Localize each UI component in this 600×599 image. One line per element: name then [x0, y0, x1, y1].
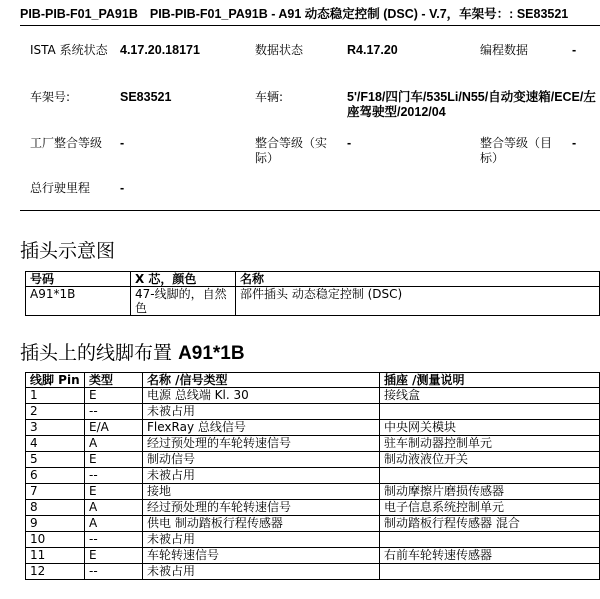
cell: 11	[26, 548, 85, 564]
cell: 5	[26, 452, 85, 468]
cell: 供电 制动踏板行程传感器	[143, 516, 380, 532]
cell: 4	[26, 436, 85, 452]
cell: 制动踏板行程传感器 混合	[380, 516, 600, 532]
vehicle-value: 5'/F18/四门车/535Li/N55/自动变速箱/ECE/左座驾驶型/2012/04	[347, 90, 596, 119]
cell	[380, 564, 600, 580]
col-number: 号码	[26, 272, 131, 287]
col-pin: 线脚 Pin	[26, 373, 85, 388]
table-row	[26, 500, 600, 516]
cell: FlexRay 总线信号	[143, 420, 380, 436]
info-divider	[20, 210, 600, 211]
cell: E	[85, 484, 143, 500]
cell: 3	[26, 420, 85, 436]
table-row	[26, 484, 600, 500]
cell: 10	[26, 532, 85, 548]
cell: 接线盒	[380, 388, 600, 404]
cell: 未被占用	[143, 532, 380, 548]
cell: A	[85, 516, 143, 532]
cell: 车轮转速信号	[143, 548, 380, 564]
cell: --	[85, 468, 143, 484]
cell: 47-线脚的，自然色	[131, 287, 236, 316]
pin-heading-code: A91*1B	[178, 343, 245, 364]
factory-level-value: -	[120, 136, 125, 150]
connector-heading: 插头示意图	[20, 240, 116, 262]
cell: 6	[26, 468, 85, 484]
cell: 部件插头 动态稳定控制 (DSC)	[236, 287, 600, 316]
table-row	[26, 287, 600, 316]
table-row	[26, 404, 600, 420]
cell: 制动信号	[143, 452, 380, 468]
cell: E	[85, 452, 143, 468]
cell: 制动摩擦片磨损传感器	[380, 484, 600, 500]
cell: E	[85, 548, 143, 564]
cell: 8	[26, 500, 85, 516]
cell	[380, 404, 600, 420]
cell: 电源 总线端 Kl. 30	[143, 388, 380, 404]
cell: 驻车制动器控制单元	[380, 436, 600, 452]
cell: --	[85, 564, 143, 580]
pin-heading	[20, 338, 245, 365]
ista-label: ISTA 系统状态	[30, 43, 108, 57]
table-row	[26, 452, 600, 468]
actual-level-label: 整合等级（实际）	[255, 136, 328, 165]
cell: 右前车轮转速传感器	[380, 548, 600, 564]
header-divider	[20, 25, 600, 26]
col-cores-color: X 芯，颜色	[131, 272, 236, 287]
col-name: 名称	[236, 272, 600, 287]
table-row	[26, 468, 600, 484]
cell: 经过预处理的车轮转速信号	[143, 436, 380, 452]
cell: 7	[26, 484, 85, 500]
mileage-label: 总行驶里程	[30, 181, 91, 195]
cell: 制动液液位开关	[380, 452, 600, 468]
cell: 经过预处理的车轮转速信号	[143, 500, 380, 516]
programming-label: 编程数据	[480, 43, 529, 57]
data-status-value: R4.17.20	[347, 43, 398, 57]
col-signal: 名称 /信号类型	[143, 373, 380, 388]
table-row	[26, 564, 600, 580]
document-title-text: PIB-PIB-F01_PA91B - A91 动态稳定控制 (DSC) - V.7，车架号：: SE83521	[149, 7, 569, 21]
target-level-label: 整合等级（目标）	[480, 136, 553, 165]
table-row	[26, 516, 600, 532]
ista-value: 4.17.20.18171	[120, 43, 200, 57]
vin-value: SE83521	[120, 90, 172, 104]
factory-level-label: 工厂整合等级	[30, 136, 103, 150]
cell	[380, 532, 600, 548]
cell: 12	[26, 564, 85, 580]
cell: 未被占用	[143, 468, 380, 484]
cell: A91*1B	[26, 287, 131, 316]
table-row	[26, 548, 600, 564]
cell: E/A	[85, 420, 143, 436]
cell: A	[85, 436, 143, 452]
col-socket: 插座 /测量说明	[380, 373, 600, 388]
target-level-value: -	[572, 136, 577, 150]
pin-heading-text: 插头上的线脚布置	[20, 342, 173, 364]
cell: 接地	[143, 484, 380, 500]
table-row	[26, 388, 600, 404]
cell: 电子信息系统控制单元	[380, 500, 600, 516]
table-row	[26, 436, 600, 452]
vehicle-label: 车辆:	[255, 90, 284, 104]
cell: 中央网关模块	[380, 420, 600, 436]
connector-table	[25, 271, 600, 316]
document-code: PIB-PIB-F01_PA91B	[20, 7, 138, 21]
cell: A	[85, 500, 143, 516]
col-type: 类型	[85, 373, 143, 388]
cell: 9	[26, 516, 85, 532]
document-title	[20, 4, 600, 26]
actual-level-value: -	[347, 136, 352, 150]
vin-label: 车架号:	[30, 90, 71, 104]
table-row	[26, 420, 600, 436]
programming-value: -	[572, 43, 577, 57]
pin-table-header	[26, 373, 600, 388]
cell	[380, 468, 600, 484]
cell: 2	[26, 404, 85, 420]
cell: --	[85, 532, 143, 548]
table-row	[26, 532, 600, 548]
cell: E	[85, 388, 143, 404]
cell: 未被占用	[143, 564, 380, 580]
cell: 1	[26, 388, 85, 404]
cell: 未被占用	[143, 404, 380, 420]
mileage-value: -	[120, 181, 125, 195]
pin-table	[25, 372, 600, 580]
data-status-label: 数据状态	[255, 43, 304, 57]
cell: --	[85, 404, 143, 420]
connector-table-header	[26, 272, 600, 287]
